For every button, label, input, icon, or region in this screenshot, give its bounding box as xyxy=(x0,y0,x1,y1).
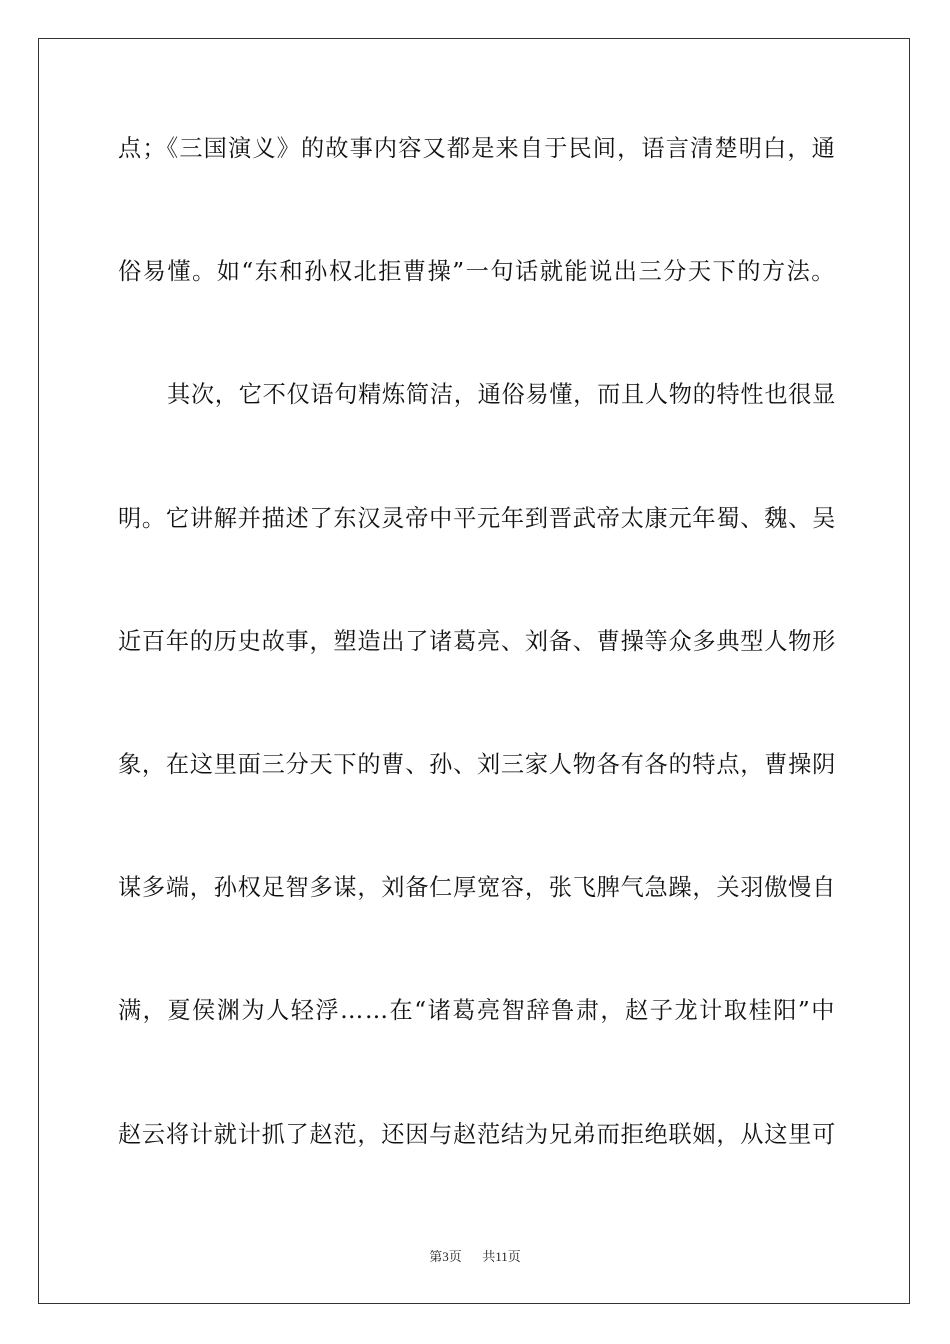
text-line: 点；《三国演义》的故事内容又都是来自于民间，语言清楚明白，通 xyxy=(118,135,836,162)
text-line: 近百年的历史故事，塑造出了诸葛亮、刘备、曹操等众多典型人物形 xyxy=(118,627,836,655)
paragraph-first-line: 其次，它不仅语句精炼简洁，通俗易懂，而且人物的特性也很显 xyxy=(167,381,836,409)
text-line: 满，夏侯渊为人轻浮……在“诸葛亮智辞鲁肃，赵子龙计取桂阳”中 xyxy=(118,997,836,1025)
page-total: 共11页 xyxy=(482,1249,521,1264)
text-line: 谋多端，孙权足智多谋，刘备仁厚宽容，张飞脾气急躁，关羽傲慢自 xyxy=(118,874,836,902)
page-number: 第3页 xyxy=(429,1249,462,1264)
text-line: 象，在这里面三分天下的曹、孙、刘三家人物各有各的特点，曹操阴 xyxy=(118,750,836,778)
body-text xyxy=(118,118,836,1227)
text-line: 赵云将计就计抓了赵范，还因与赵范结为兄弟而拒绝联姻，从这里可 xyxy=(118,1120,836,1148)
text-line: 明。它讲解并描述了东汉灵帝中平元年到晋武帝太康元年蜀、魏、吴 xyxy=(118,504,836,532)
text-line: 俗易懂。如“东和孙权北拒曹操”一句话就能说出三分天下的方法。 xyxy=(118,258,836,286)
page-footer xyxy=(0,1246,950,1265)
